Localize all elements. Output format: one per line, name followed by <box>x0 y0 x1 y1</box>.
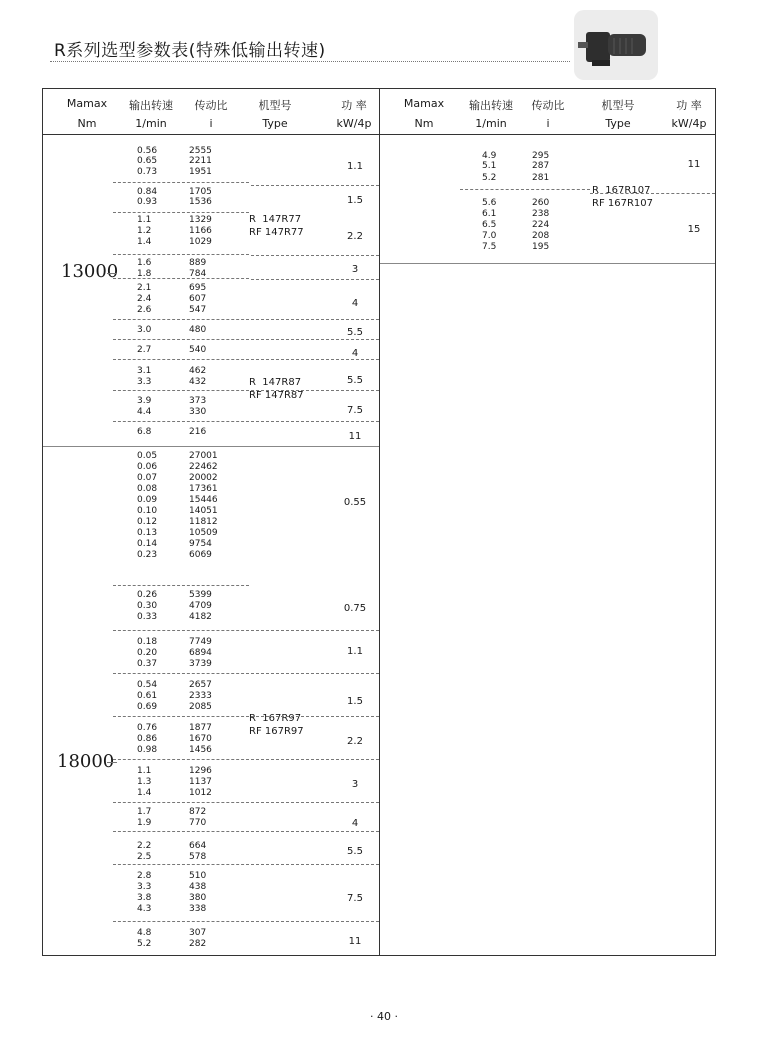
speed-cell: 3.8 <box>137 893 152 903</box>
speed-cell: 2.2 <box>137 841 152 851</box>
ratio-cell: 20002 <box>189 473 218 483</box>
ratio-cell: 2333 <box>189 691 212 701</box>
header-mamax: Mamax <box>403 97 445 110</box>
row-divider <box>113 831 249 832</box>
header-power: 功 率 <box>341 99 367 112</box>
page-title: R系列选型参数表(特殊低输出转速) <box>54 41 326 61</box>
ratio-cell: 872 <box>189 807 207 817</box>
ratio-cell: 17361 <box>189 484 218 494</box>
speed-cell: 1.6 <box>137 258 152 268</box>
ratio-cell: 432 <box>189 377 207 387</box>
ratio-cell: 1456 <box>189 745 212 755</box>
row-divider <box>460 189 590 190</box>
row-divider <box>590 193 715 194</box>
power-cell: 2.2 <box>347 231 363 242</box>
torque-18000: 18000 <box>57 751 115 772</box>
speed-cell: 0.93 <box>137 197 158 207</box>
speed-cell: 0.37 <box>137 659 158 669</box>
torque-13000: 13000 <box>61 261 119 282</box>
speed-cell: 5.2 <box>482 173 497 183</box>
ratio-cell: 1029 <box>189 237 212 247</box>
ratio-cell: 2211 <box>189 156 212 166</box>
speed-cell: 0.13 <box>137 528 158 538</box>
ratio-cell: 380 <box>189 893 207 903</box>
ratio-cell: 287 <box>532 161 550 171</box>
row-divider <box>113 278 249 279</box>
ratio-cell: 295 <box>532 151 550 161</box>
ratio-cell: 195 <box>532 242 550 252</box>
row-divider <box>113 921 249 922</box>
ratio-cell: 1166 <box>189 226 212 236</box>
ratio-cell: 330 <box>189 407 207 417</box>
header-power-unit: kW/4p <box>336 117 372 130</box>
speed-cell: 7.0 <box>482 231 497 241</box>
speed-cell: 5.2 <box>137 939 152 949</box>
header-power-unit: kW/4p <box>671 117 707 130</box>
speed-cell: 0.65 <box>137 156 158 166</box>
header-ratio-unit: i <box>209 117 213 130</box>
speed-cell: 0.61 <box>137 691 158 701</box>
speed-cell: 0.98 <box>137 745 158 755</box>
header-rule <box>43 134 379 135</box>
row-divider <box>251 673 379 674</box>
row-divider <box>251 759 379 760</box>
torque-leader <box>107 762 117 763</box>
row-divider <box>113 759 249 760</box>
speed-cell: 4.3 <box>137 904 152 914</box>
speed-cell: 1.4 <box>137 788 152 798</box>
row-divider <box>113 802 249 803</box>
speed-cell: 0.73 <box>137 167 158 177</box>
header-speed-unit: 1/min <box>135 117 167 130</box>
ratio-cell: 307 <box>189 928 207 938</box>
header-mamax: Mamax <box>66 97 108 110</box>
ratio-cell: 27001 <box>189 451 218 461</box>
ratio-cell: 480 <box>189 325 207 335</box>
header-type-unit: Type <box>262 117 288 130</box>
row-divider <box>251 831 379 832</box>
ratio-cell: 1951 <box>189 167 212 177</box>
speed-cell: 0.30 <box>137 601 158 611</box>
ratio-cell: 282 <box>189 939 207 949</box>
page-number: · 40 · <box>370 1010 398 1023</box>
ratio-cell: 14051 <box>189 506 218 516</box>
speed-cell: 1.4 <box>137 237 152 247</box>
header-type: 机型号 <box>258 99 292 112</box>
speed-cell: 2.1 <box>137 283 152 293</box>
speed-cell: 0.12 <box>137 517 158 527</box>
row-divider <box>113 182 249 183</box>
speed-cell: 4.9 <box>482 151 497 161</box>
speed-cell: 1.3 <box>137 777 152 787</box>
speed-cell: 2.5 <box>137 852 152 862</box>
speed-cell: 1.7 <box>137 807 152 817</box>
header-mamax-unit: Nm <box>414 117 434 130</box>
ratio-cell: 5399 <box>189 590 212 600</box>
speed-cell: 3.9 <box>137 396 152 406</box>
ratio-cell: 224 <box>532 220 550 230</box>
ratio-cell: 6894 <box>189 648 212 658</box>
ratio-cell: 1536 <box>189 197 212 207</box>
ratio-cell: 11812 <box>189 517 218 527</box>
speed-cell: 1.9 <box>137 818 152 828</box>
ratio-cell: 889 <box>189 258 207 268</box>
row-divider <box>251 864 379 865</box>
title-rule <box>50 61 570 62</box>
ratio-cell: 2085 <box>189 702 212 712</box>
speed-cell: 0.56 <box>137 146 158 156</box>
speed-cell: 0.09 <box>137 495 158 505</box>
ratio-cell: 208 <box>532 231 550 241</box>
ratio-cell: 1877 <box>189 723 212 733</box>
row-divider <box>113 585 249 586</box>
power-cell: 0.55 <box>343 497 367 508</box>
ratio-cell: 216 <box>189 427 207 437</box>
power-cell: 5.5 <box>347 846 363 857</box>
group-divider <box>380 263 715 264</box>
header-ratio: 传动比 <box>194 99 228 112</box>
row-divider <box>113 716 249 717</box>
speed-cell: 0.08 <box>137 484 158 494</box>
power-cell: 4 <box>351 348 359 359</box>
speed-cell: 3.3 <box>137 882 152 892</box>
type-147r87: R 147R87 RF 147R87 <box>249 377 304 401</box>
ratio-cell: 6069 <box>189 550 212 560</box>
row-divider <box>251 921 379 922</box>
ratio-cell: 1137 <box>189 777 212 787</box>
speed-cell: 0.10 <box>137 506 158 516</box>
ratio-cell: 438 <box>189 882 207 892</box>
ratio-cell: 664 <box>189 841 207 851</box>
ratio-cell: 373 <box>189 396 207 406</box>
speed-cell: 0.84 <box>137 187 158 197</box>
speed-cell: 6.1 <box>482 209 497 219</box>
header-type: 机型号 <box>601 99 635 112</box>
ratio-cell: 4182 <box>189 612 212 622</box>
speed-cell: 3.1 <box>137 366 152 376</box>
power-cell: 11 <box>348 431 362 442</box>
power-cell: 3 <box>351 779 359 790</box>
ratio-cell: 770 <box>189 818 207 828</box>
ratio-cell: 2555 <box>189 146 212 156</box>
ratio-cell: 9754 <box>189 539 212 549</box>
ratio-cell: 1012 <box>189 788 212 798</box>
power-cell: 7.5 <box>347 893 363 904</box>
row-divider <box>113 359 249 360</box>
ratio-cell: 260 <box>532 198 550 208</box>
power-cell: 0.75 <box>343 603 367 614</box>
ratio-cell: 10509 <box>189 528 218 538</box>
speed-cell: 2.6 <box>137 305 152 315</box>
row-divider <box>251 630 379 631</box>
header-ratio: 传动比 <box>531 99 565 112</box>
power-cell: 4 <box>351 818 359 829</box>
speed-cell: 0.20 <box>137 648 158 658</box>
power-cell: 11 <box>348 936 362 947</box>
header-rule <box>380 134 715 135</box>
row-divider <box>251 255 379 256</box>
speed-cell: 0.69 <box>137 702 158 712</box>
power-cell: 4 <box>351 298 359 309</box>
speed-cell: 0.07 <box>137 473 158 483</box>
ratio-cell: 784 <box>189 269 207 279</box>
speed-cell: 1.1 <box>137 215 152 225</box>
speed-cell: 0.23 <box>137 550 158 560</box>
speed-cell: 3.0 <box>137 325 152 335</box>
row-divider <box>251 339 379 340</box>
speed-cell: 0.14 <box>137 539 158 549</box>
ratio-cell: 7749 <box>189 637 212 647</box>
speed-cell: 0.05 <box>137 451 158 461</box>
row-divider <box>251 359 379 360</box>
speed-cell: 0.33 <box>137 612 158 622</box>
speed-cell: 2.7 <box>137 345 152 355</box>
row-divider <box>251 185 379 186</box>
ratio-cell: 547 <box>189 305 207 315</box>
header-speed-unit: 1/min <box>475 117 507 130</box>
speed-cell: 3.3 <box>137 377 152 387</box>
row-divider <box>113 421 249 422</box>
speed-cell: 0.76 <box>137 723 158 733</box>
speed-cell: 4.8 <box>137 928 152 938</box>
speed-cell: 0.86 <box>137 734 158 744</box>
header-speed: 输出转速 <box>469 99 513 112</box>
power-cell: 5.5 <box>347 375 363 386</box>
row-divider <box>251 390 379 391</box>
power-cell: 7.5 <box>347 405 363 416</box>
right-table <box>379 88 716 956</box>
row-divider <box>113 319 249 320</box>
type-167r107: R 167R107 RF 167R107 <box>592 185 654 209</box>
ratio-cell: 1705 <box>189 187 212 197</box>
header-mamax-unit: Nm <box>77 117 97 130</box>
power-cell: 1.1 <box>347 161 363 172</box>
ratio-cell: 4709 <box>189 601 212 611</box>
speed-cell: 0.18 <box>137 637 158 647</box>
speed-cell: 1.8 <box>137 269 152 279</box>
ratio-cell: 510 <box>189 871 207 881</box>
speed-cell: 5.1 <box>482 161 497 171</box>
row-divider <box>251 716 379 717</box>
speed-cell: 1.2 <box>137 226 152 236</box>
speed-cell: 0.26 <box>137 590 158 600</box>
ratio-cell: 695 <box>189 283 207 293</box>
type-147r77: R 147R77 RF 147R77 <box>249 214 304 238</box>
ratio-cell: 540 <box>189 345 207 355</box>
row-divider <box>251 319 379 320</box>
ratio-cell: 238 <box>532 209 550 219</box>
ratio-cell: 1329 <box>189 215 212 225</box>
ratio-cell: 462 <box>189 366 207 376</box>
row-divider <box>113 673 249 674</box>
header-ratio-unit: i <box>546 117 550 130</box>
speed-cell: 1.1 <box>137 766 152 776</box>
power-cell: 2.2 <box>347 736 363 747</box>
speed-cell: 6.5 <box>482 220 497 230</box>
row-divider <box>113 339 249 340</box>
row-divider <box>251 421 379 422</box>
power-cell: 5.5 <box>347 327 363 338</box>
speed-cell: 0.06 <box>137 462 158 472</box>
header-speed: 输出转速 <box>129 99 173 112</box>
header-power: 功 率 <box>676 99 702 112</box>
speed-cell: 0.54 <box>137 680 158 690</box>
row-divider <box>251 279 379 280</box>
group-divider <box>43 446 379 447</box>
left-table <box>42 88 380 956</box>
speed-cell: 4.4 <box>137 407 152 417</box>
speed-cell: 6.8 <box>137 427 152 437</box>
ratio-cell: 3739 <box>189 659 212 669</box>
gear-motor-icon <box>574 10 658 80</box>
power-cell: 11 <box>687 159 701 170</box>
power-cell: 1.5 <box>347 195 363 206</box>
speed-cell: 2.4 <box>137 294 152 304</box>
ratio-cell: 578 <box>189 852 207 862</box>
row-divider <box>251 802 379 803</box>
row-divider <box>113 254 249 255</box>
ratio-cell: 2657 <box>189 680 212 690</box>
ratio-cell: 281 <box>532 173 550 183</box>
speed-cell: 2.8 <box>137 871 152 881</box>
ratio-cell: 1670 <box>189 734 212 744</box>
gear-motor-photo <box>574 10 658 80</box>
row-divider <box>113 630 249 631</box>
power-cell: 15 <box>687 224 701 235</box>
ratio-cell: 338 <box>189 904 207 914</box>
row-divider <box>113 390 249 391</box>
speed-cell: 7.5 <box>482 242 497 252</box>
speed-cell: 5.6 <box>482 198 497 208</box>
type-167r97: R 167R97 RF 167R97 <box>249 713 304 737</box>
header-type-unit: Type <box>605 117 631 130</box>
row-divider <box>113 864 249 865</box>
ratio-cell: 607 <box>189 294 207 304</box>
ratio-cell: 15446 <box>189 495 218 505</box>
power-cell: 3 <box>351 264 359 275</box>
ratio-cell: 1296 <box>189 766 212 776</box>
ratio-cell: 22462 <box>189 462 218 472</box>
power-cell: 1.1 <box>347 646 363 657</box>
power-cell: 1.5 <box>347 696 363 707</box>
torque-leader <box>107 273 117 274</box>
row-divider <box>113 212 249 213</box>
